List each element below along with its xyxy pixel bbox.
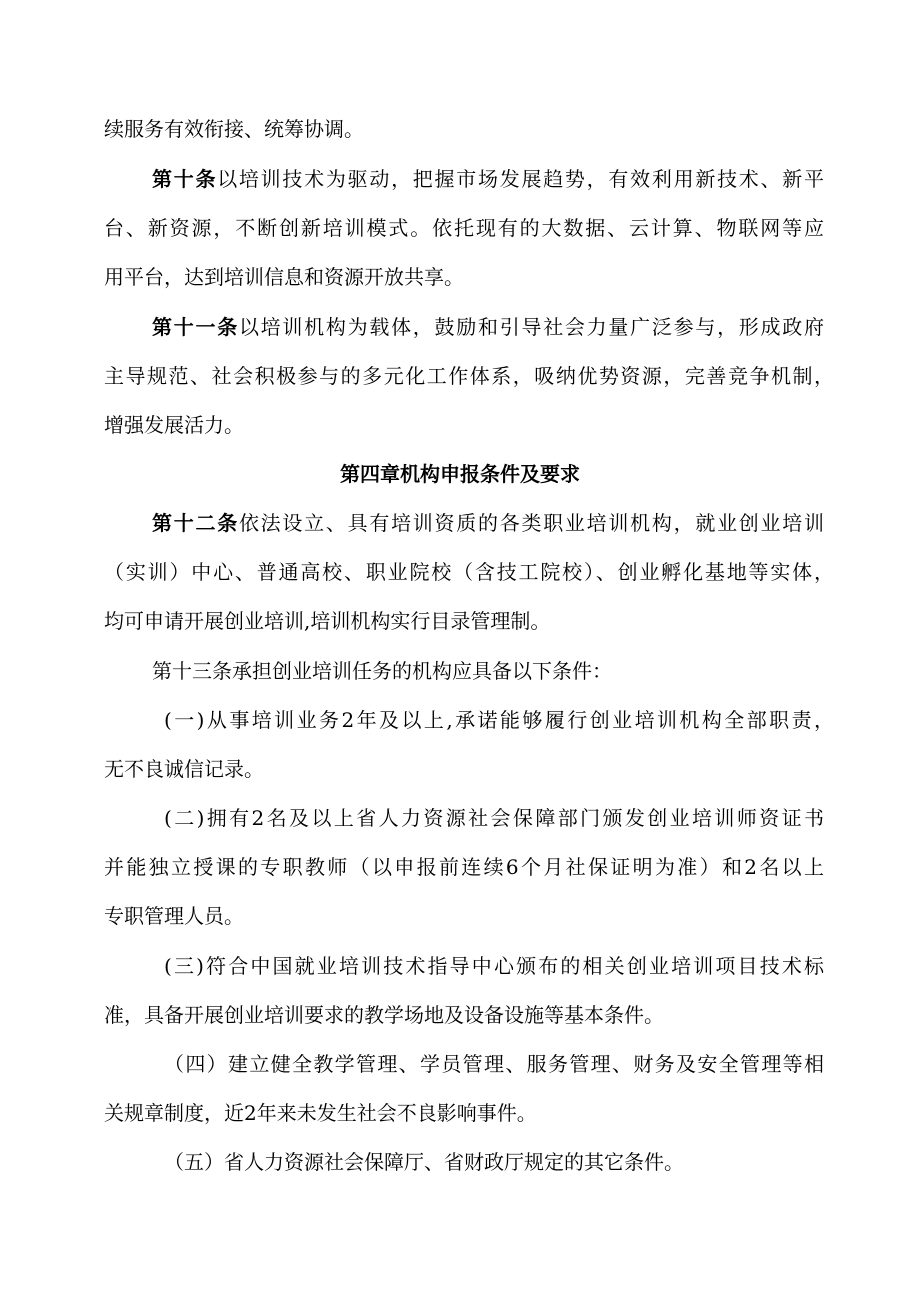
text-line: 关规章制度，近2年来未发生社会不良影响事件。: [104, 1101, 537, 1125]
text-line: 用平台，达到培训信息和资源开放共享。: [104, 265, 464, 289]
article-11-label: 第十一条: [152, 315, 239, 339]
text-line: 增强发展活力。: [104, 413, 244, 437]
item-2-line-2: [104, 855, 824, 879]
text-line: (三)符合中国就业培训技术指导中心颁布的相关创业培训项目技术标: [164, 954, 824, 978]
article-12-line-3: [104, 609, 624, 633]
article-12-line-1: [152, 511, 824, 535]
article-11-line-1: [152, 315, 824, 339]
item-1-line-2: [104, 757, 304, 781]
article-12-line-2: [104, 560, 834, 584]
item-5-line-1: [164, 1150, 764, 1174]
text-line: 均可申请开展创业培训,培训机构实行目录管理制。: [104, 609, 551, 633]
text-line: (二)拥有2名及以上省人力资源社会保障部门颁发创业培训师资证书: [164, 806, 824, 830]
text-line: （四）建立健全教学管理、学员管理、服务管理、财务及安全管理等相: [164, 1052, 824, 1076]
text-line: 准，具备开展创业培训要求的教学场地及设备设施等基本条件。: [104, 1003, 664, 1027]
article-11-text: 以培训机构为载体，鼓励和引导社会力量广泛参与，形成政府: [238, 315, 825, 339]
article-13-line-1: [152, 659, 672, 683]
text-line: 无不良诚信记录。: [104, 757, 264, 781]
text-line: (一)从事培训业务2年及以上,承诺能够履行创业培训机构全部职责，: [164, 708, 834, 732]
item-3-line-2: [104, 1003, 744, 1027]
article-11-line-3: [104, 413, 304, 437]
item-2-line-1: [164, 806, 824, 830]
text-line: 台、新资源，不断创新培训模式。依托现有的大数据、云计算、物联网等应: [104, 216, 824, 240]
item-4-line-1: [164, 1052, 824, 1076]
article-12-label: 第十二条: [152, 511, 239, 535]
article-10-line-2: [104, 216, 824, 240]
article-12-text: 依法设立、具有培训资质的各类职业培训机构，就业创业培训: [238, 511, 825, 535]
item-2-line-3: [104, 904, 304, 928]
chapter-4-title: 第四章机构申报条件及要求: [340, 462, 580, 486]
text-line: （实训）中心、普通高校、职业院校（含技工院校）、创业孵化基地等实体，: [104, 560, 834, 584]
text-line: 第十三条承担创业培训任务的机构应具备以下条件：: [152, 659, 612, 683]
text-line: 续服务有效衔接、统筹协调。: [104, 117, 364, 141]
article-10-label: 第十条: [152, 167, 218, 191]
text-line: 主导规范、社会积极参与的多元化工作体系，吸纳优势资源，完善竞争机制，: [104, 364, 834, 388]
item-3-line-1: [164, 954, 824, 978]
text-line: 并能独立授课的专职教师（以申报前连续6个月社保证明为准）和2名以上: [104, 855, 824, 879]
article-10-text: 以培训技术为驱动，把握市场发展趋势，有效利用新技术、新平: [217, 167, 825, 191]
paragraph-continuation: [104, 117, 404, 141]
text-line: （五）省人力资源社会保障厅、省财政厅规定的其它条件。: [164, 1150, 684, 1174]
text-line: 专职管理人员。: [104, 904, 244, 928]
item-1-line-1: [164, 708, 834, 732]
article-11-line-2: [104, 364, 834, 388]
article-10-line-3: [104, 265, 524, 289]
article-10-line-1: [152, 167, 824, 191]
item-4-line-2: [104, 1101, 624, 1125]
